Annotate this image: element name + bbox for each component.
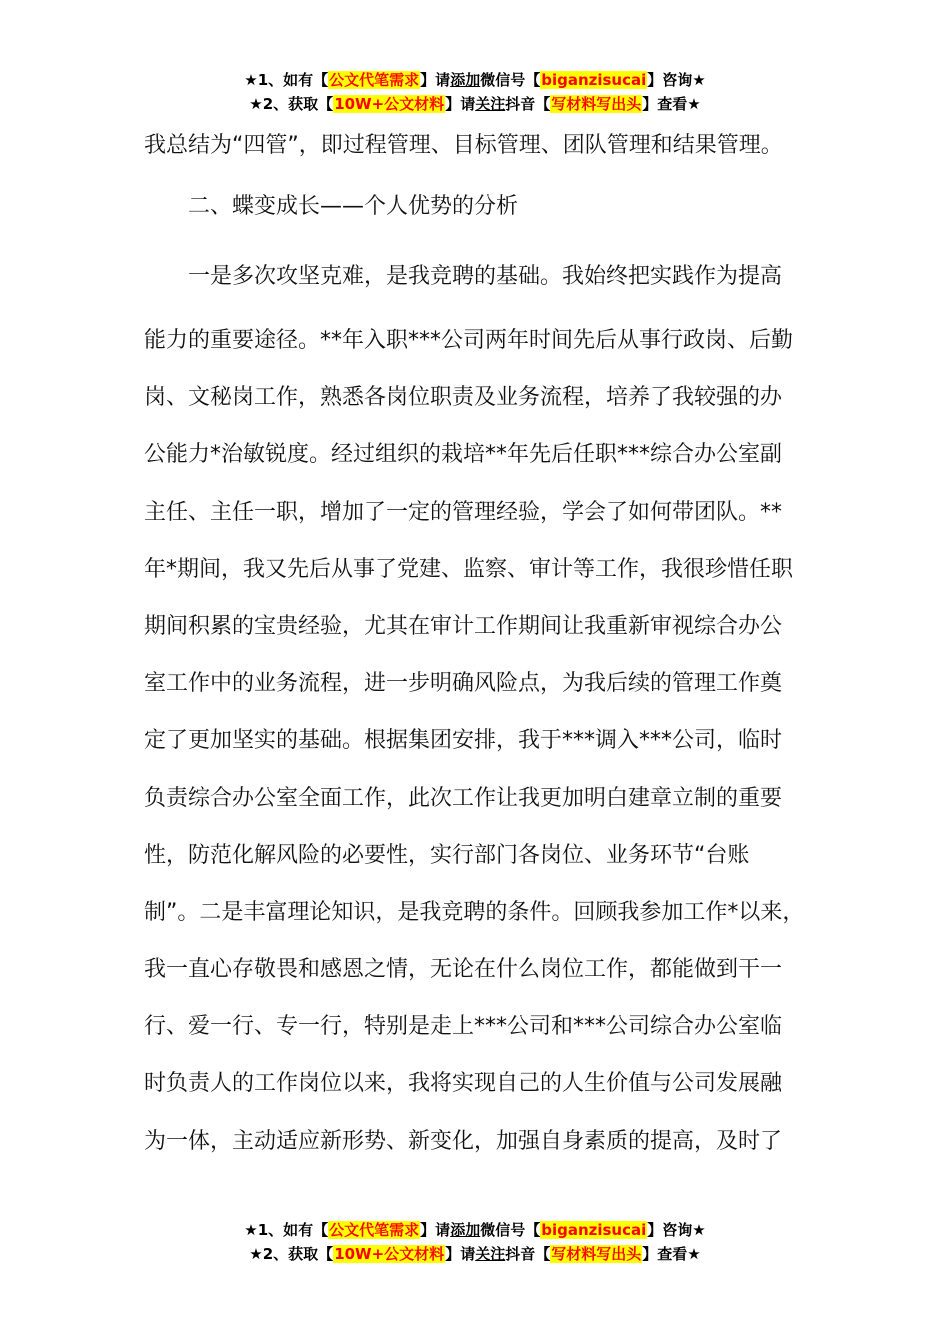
highlight-douyin-account: 写材料写出头: [551, 95, 642, 113]
body-line: 行、爱一行、专一行，特别是走上***公司和***公司综合办公室临: [144, 1014, 783, 1040]
banner-text: ★1、如有【: [244, 71, 329, 89]
body-line: 岗、文秘岗工作，熟悉各岗位职责及业务流程，培养了我较强的办: [144, 385, 783, 411]
banner-text: ★2、获取【: [249, 1245, 334, 1263]
highlight-wechat-id: biganzisucai: [541, 71, 647, 89]
highlight-materials: 10W+公文材料: [334, 1245, 445, 1263]
body-line: 定了更加坚实的基础。根据集团安排，我于***调入***公司，临时: [144, 728, 783, 754]
underlined-word: 关注: [475, 95, 506, 113]
banner-text: 微信号【: [480, 71, 541, 89]
banner-text: 抖音【: [505, 95, 551, 113]
banner-text: 】查看★: [642, 1245, 701, 1263]
underlined-word: 关注: [475, 1245, 506, 1263]
banner-text: 微信号【: [480, 1221, 541, 1239]
body-line: 制”。二是丰富理论知识，是我竞聘的条件。回顾我参加工作*以来，: [144, 899, 805, 925]
highlight-wechat-id: biganzisucai: [541, 1221, 647, 1239]
body-line: 一是多次攻坚克难，是我竞聘的基础。我始终把实践作为提高: [188, 264, 783, 289]
body-line: 为一体，主动适应新形势、新变化，加强自身素质的提高，及时了: [144, 1128, 783, 1154]
body-line: 性，防范化解风险的必要性，实行部门各岗位、业务环节“台账: [144, 842, 750, 868]
banner-text: 】请: [420, 1221, 451, 1239]
highlight-materials: 10W+公文材料: [334, 95, 445, 113]
body-line: 公能力*治敏锐度。经过组织的栽培**年先后任职***综合办公室副: [144, 442, 783, 468]
banner-text: 】咨询★: [647, 71, 706, 89]
banner-text: ★2、获取【: [249, 95, 334, 113]
document-body: [144, 120, 834, 1170]
underlined-word: 添加: [450, 1221, 481, 1239]
highlight-service: 公文代笔需求: [329, 71, 420, 89]
body-line: 时负责人的工作岗位以来，我将实现自己的人生价值与公司发展融: [144, 1071, 783, 1097]
body-line: 我总结为“四管”，即过程管理、目标管理、团队管理和结果管理。: [144, 133, 783, 158]
body-line: 年*期间，我又先后从事了党建、监察、审计等工作，我很珍惜任职: [144, 556, 794, 582]
body-line: 能力的重要途径。**年入职***公司两年时间先后从事行政岗、后勤: [144, 328, 794, 353]
body-line: 期间积累的宝贵经验，尤其在审计工作期间让我重新审视综合办公: [144, 613, 783, 639]
body-line: 负责综合办公室全面工作，此次工作让我更加明白建章立制的重要: [144, 785, 783, 811]
banner-text: 抖音【: [505, 1245, 551, 1263]
banner-text: 】请: [420, 71, 451, 89]
footer-banner-line-1: [0, 1218, 950, 1242]
banner-text: ★1、如有【: [244, 1221, 329, 1239]
footer-banner: [0, 1218, 950, 1266]
body-line: 我一直心存敬畏和感恩之情，无论在什么岗位工作，都能做到干一: [144, 957, 783, 983]
body-line: 主任、主任一职，增加了一定的管理经验，学会了如何带团队。**: [144, 499, 783, 525]
banner-text: 】查看★: [642, 95, 701, 113]
section-heading: 二、蝶变成长——个人优势的分析: [188, 194, 519, 219]
banner-text: 】请: [445, 1245, 476, 1263]
banner-text: 】请: [445, 95, 476, 113]
underlined-word: 添加: [450, 71, 481, 89]
highlight-douyin-account: 写材料写出头: [551, 1245, 642, 1263]
banner-text: 】咨询★: [647, 1221, 706, 1239]
header-banner: [0, 68, 950, 116]
header-banner-line-1: [0, 68, 950, 92]
footer-banner-line-2: [0, 1242, 950, 1266]
header-banner-line-2: [0, 92, 950, 116]
highlight-service: 公文代笔需求: [329, 1221, 420, 1239]
body-line: 室工作中的业务流程，进一步明确风险点，为我后续的管理工作奠: [144, 671, 783, 697]
